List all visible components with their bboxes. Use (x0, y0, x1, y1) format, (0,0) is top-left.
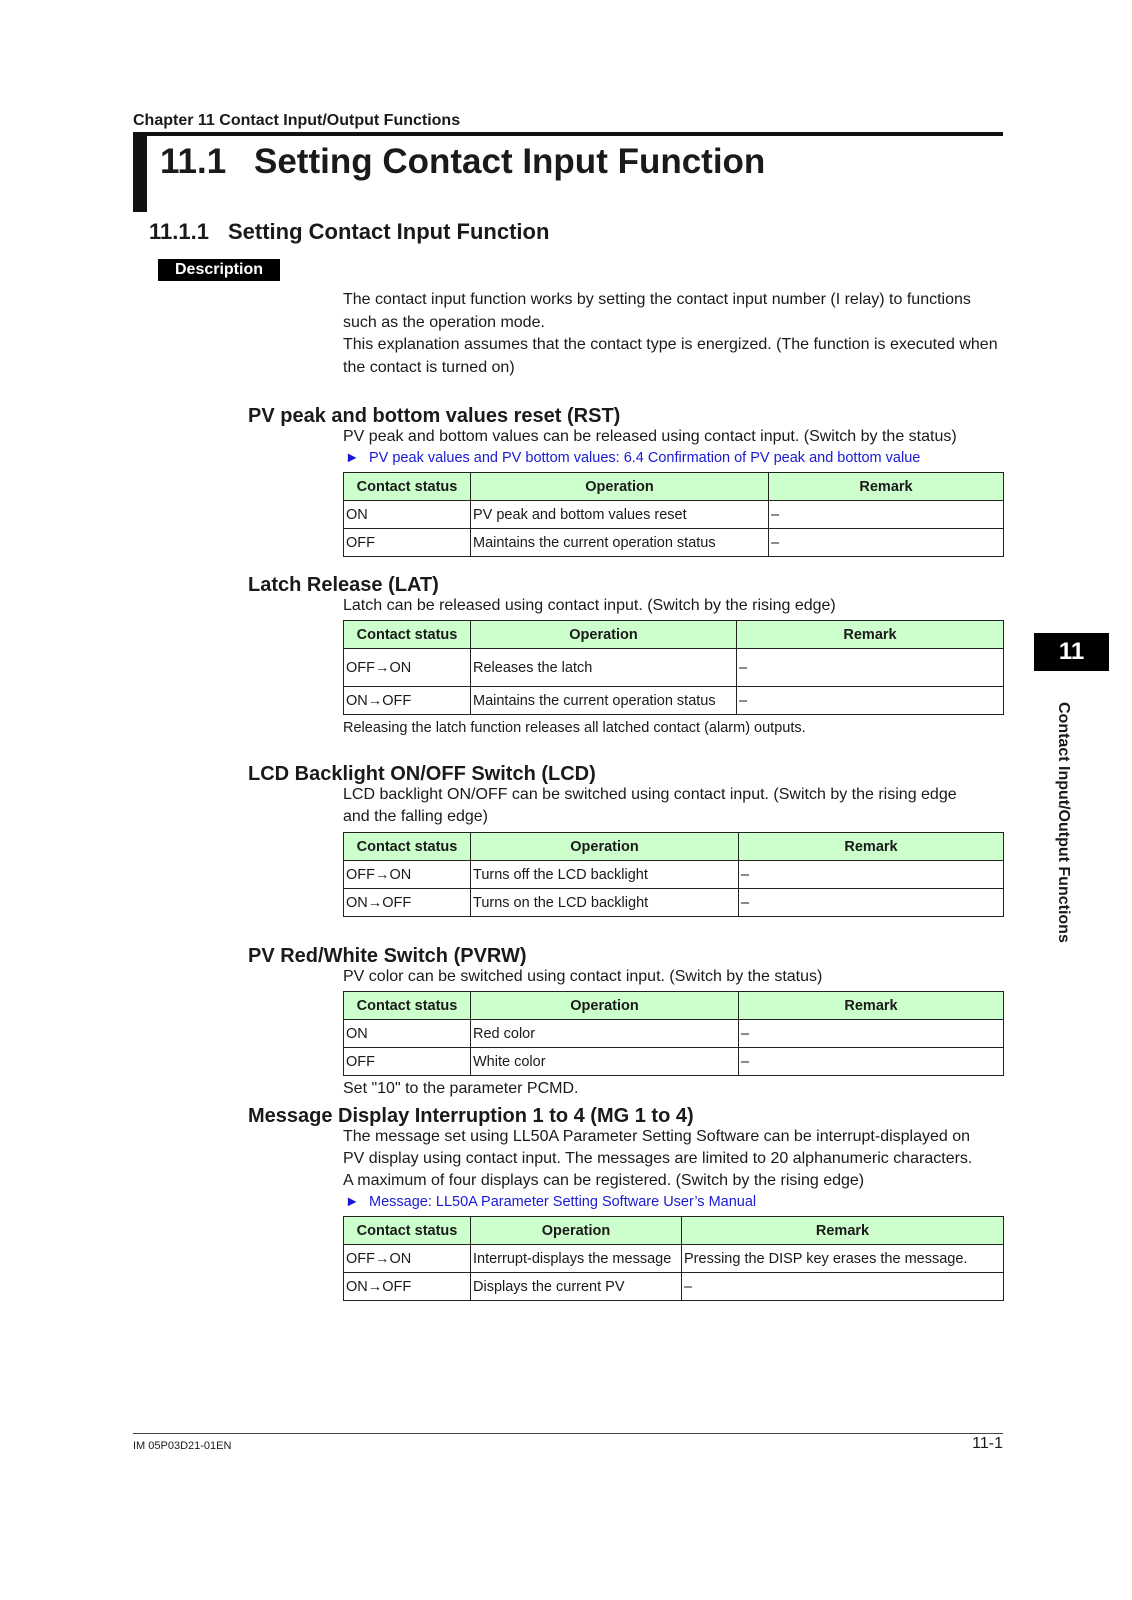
cell-remark: – (739, 1020, 1004, 1048)
cell-operation: Turns off the LCD backlight (471, 861, 739, 889)
table-row (344, 501, 1004, 529)
mg-heading: Message Display Interruption 1 to 4 (MG 1 to 4) (248, 1105, 694, 1127)
header-contact-status: Contact status (344, 1217, 471, 1245)
cell-operation: Maintains the current operation status (471, 687, 737, 715)
table-header-row (344, 1217, 1004, 1245)
cell-status: OFF (344, 529, 471, 557)
section-title-bar (133, 132, 147, 212)
lcd-body-line-1: LCD backlight ON/OFF can be switched using contact input. (Switch by the rising edge (343, 786, 957, 803)
table-header-row (344, 473, 1004, 501)
subsection-title-text: Setting Contact Input Function (228, 219, 550, 244)
lcd-heading: LCD Backlight ON/OFF Switch (LCD) (248, 763, 596, 785)
subsection-number: 11.1.1 (149, 219, 209, 244)
lcd-table (343, 832, 1004, 917)
chapter-side-label: Contact Input/Output Functions (1055, 702, 1072, 943)
cell-remark: – (739, 861, 1004, 889)
table-row (344, 889, 1004, 917)
cell-remark: – (739, 889, 1004, 917)
mg-table (343, 1216, 1004, 1301)
cell-operation: Interrupt-displays the message (471, 1245, 682, 1273)
cell-remark: – (769, 501, 1004, 529)
table-row (344, 687, 1004, 715)
cell-status: ON→OFF (344, 889, 471, 917)
header-operation: Operation (471, 833, 739, 861)
section-number: 11.1 (160, 142, 227, 181)
mg-reference-link[interactable] (345, 1194, 756, 1210)
header-remark: Remark (737, 621, 1004, 649)
rst-reference-text: PV peak values and PV bottom values: 6.4 Confirmation of PV peak and bottom value (369, 450, 921, 466)
header-contact-status: Contact status (344, 833, 471, 861)
header-operation: Operation (471, 1217, 682, 1245)
cell-remark: Pressing the DISP key erases the message. (682, 1245, 1004, 1273)
cell-remark: – (769, 529, 1004, 557)
header-remark: Remark (682, 1217, 1004, 1245)
table-row (344, 1245, 1004, 1273)
cell-status: OFF→ON (344, 861, 471, 889)
cell-remark: – (682, 1273, 1004, 1301)
chapter-label: Chapter 11 Contact Input/Output Functions (133, 112, 461, 129)
mg-body-line-3: A maximum of four displays can be registered. (Switch by the rising edge) (343, 1172, 865, 1189)
intro-paragraph-2: This explanation assumes that the contact type is energized. (The function is executed when the contact is turned on) (343, 336, 998, 376)
cell-operation: Maintains the current operation status (471, 529, 769, 557)
cell-status: ON (344, 1020, 471, 1048)
lat-body: Latch can be released using contact input. (Switch by the rising edge) (343, 597, 836, 614)
cell-status: OFF (344, 1048, 471, 1076)
header-operation: Operation (471, 992, 739, 1020)
lat-table (343, 620, 1004, 715)
cell-status: OFF→ON (344, 649, 471, 687)
description-tag: Description (158, 259, 280, 281)
footer-doc-id: IM 05P03D21-01EN (133, 1440, 232, 1452)
lcd-body-line-2: and the falling edge) (343, 808, 488, 825)
subsection-title (149, 219, 549, 245)
section-title (160, 142, 765, 182)
cell-operation: PV peak and bottom values reset (471, 501, 769, 529)
pvrw-heading: PV Red/White Switch (PVRW) (248, 945, 527, 967)
rst-body: PV peak and bottom values can be released using contact input. (Switch by the status) (343, 428, 957, 445)
cell-remark: – (737, 649, 1004, 687)
cell-operation: Displays the current PV (471, 1273, 682, 1301)
cell-remark: – (737, 687, 1004, 715)
header-remark: Remark (769, 473, 1004, 501)
header-contact-status: Contact status (344, 621, 471, 649)
cell-remark: – (739, 1048, 1004, 1076)
rst-heading: PV peak and bottom values reset (RST) (248, 405, 621, 427)
section-title-text: Setting Contact Input Function (254, 142, 766, 181)
chapter-rule (133, 132, 1003, 136)
header-operation: Operation (471, 621, 737, 649)
table-row (344, 1048, 1004, 1076)
cell-status: ON→OFF (344, 687, 471, 715)
mg-body-line-2: PV display using contact input. The messages are limited to 20 alphanumeric characters. (343, 1150, 973, 1167)
pvrw-note: Set "10" to the parameter PCMD. (343, 1080, 579, 1097)
header-contact-status: Contact status (344, 473, 471, 501)
table-header-row (344, 833, 1004, 861)
cell-status: OFF→ON (344, 1245, 471, 1273)
intro-paragraph-1: The contact input function works by setting the contact input number (I relay) to functions such as the operation mode. (343, 291, 971, 331)
cell-operation: Releases the latch (471, 649, 737, 687)
header-contact-status: Contact status (344, 992, 471, 1020)
chapter-side-tab: 11 (1034, 633, 1109, 671)
cell-status: ON (344, 501, 471, 529)
cell-operation: Turns on the LCD backlight (471, 889, 739, 917)
table-row (344, 1020, 1004, 1048)
reference-arrow-icon: ► (345, 1194, 360, 1210)
cell-operation: Red color (471, 1020, 739, 1048)
lat-heading: Latch Release (LAT) (248, 574, 439, 596)
header-remark: Remark (739, 833, 1004, 861)
mg-reference-text: Message: LL50A Parameter Setting Software User’s Manual (369, 1194, 757, 1210)
pvrw-table (343, 991, 1004, 1076)
table-row (344, 649, 1004, 687)
header-operation: Operation (471, 473, 769, 501)
table-row (344, 1273, 1004, 1301)
pvrw-body: PV color can be switched using contact input. (Switch by the status) (343, 968, 823, 985)
footer-page-number: 11-1 (972, 1435, 1003, 1452)
mg-body-line-1: The message set using LL50A Parameter Setting Software can be interrupt-displayed on (343, 1128, 971, 1145)
lat-note: Releasing the latch function releases all latched contact (alarm) outputs. (343, 720, 806, 736)
cell-status: ON→OFF (344, 1273, 471, 1301)
reference-arrow-icon: ► (345, 450, 360, 466)
table-header-row (344, 992, 1004, 1020)
footer-rule (133, 1433, 1003, 1434)
rst-table (343, 472, 1004, 557)
header-remark: Remark (739, 992, 1004, 1020)
table-header-row (344, 621, 1004, 649)
table-row (344, 529, 1004, 557)
cell-operation: White color (471, 1048, 739, 1076)
rst-reference-link[interactable] (345, 450, 920, 466)
table-row (344, 861, 1004, 889)
